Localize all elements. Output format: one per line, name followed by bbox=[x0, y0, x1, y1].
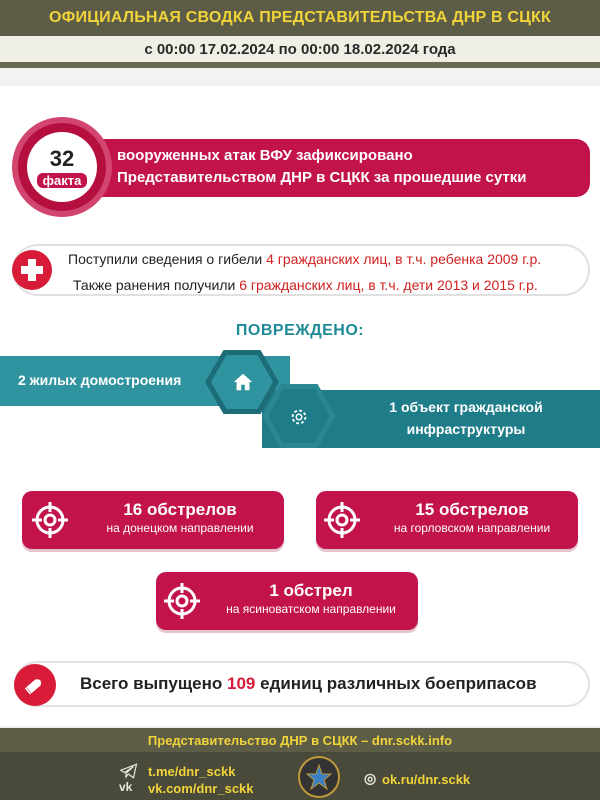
telegram-link[interactable]: t.me/dnr_sckk bbox=[148, 764, 236, 779]
report-period: с 00:00 17.02.2024 по 00:00 18.02.2024 года bbox=[144, 40, 456, 58]
shelling-gorlovka-text bbox=[372, 500, 572, 536]
attacks-description bbox=[117, 145, 577, 189]
deaths-prefix: Поступили сведения о гибели bbox=[68, 251, 267, 267]
house-icon bbox=[232, 371, 254, 393]
total-suffix: единиц различных боеприпасов bbox=[255, 674, 537, 693]
emblem-star-icon bbox=[304, 762, 334, 792]
attacks-line-1: вооруженных атак ВФУ зафиксировано bbox=[117, 147, 413, 164]
footer-banner-text: Представительство ДНР в СЦКК – dnr.sckk.info bbox=[147, 732, 453, 748]
damaged-title: ПОВРЕЖДЕНО: bbox=[235, 322, 365, 339]
total-value: 109 bbox=[227, 674, 256, 693]
gear-icon bbox=[288, 406, 310, 428]
bullet-icon bbox=[21, 671, 49, 699]
period-bar bbox=[0, 36, 600, 68]
infrastructure-line-2: инфраструктуры bbox=[406, 421, 526, 437]
attacks-count-unit: факта bbox=[37, 173, 88, 188]
attacks-count-circle bbox=[27, 132, 97, 202]
shelling-donetsk-text bbox=[80, 500, 280, 536]
attacks-count: 32 bbox=[49, 145, 75, 171]
total-prefix: Всего выпущено bbox=[80, 674, 228, 693]
shelling-count: 1 обстрел bbox=[269, 581, 353, 600]
target-icon bbox=[162, 581, 202, 621]
damaged-homes-label: 2 жилых домостроения bbox=[18, 372, 182, 388]
medical-cross-horizontal bbox=[21, 266, 43, 274]
telegram-icon bbox=[120, 763, 138, 779]
ok-link[interactable]: ok.ru/dnr.sckk bbox=[382, 772, 471, 787]
casualties-injuries bbox=[68, 272, 588, 298]
vk-icon: vk bbox=[119, 780, 133, 794]
infrastructure-line-1: 1 объект гражданской bbox=[389, 399, 543, 415]
target-icon bbox=[30, 500, 70, 540]
shelling-yasinovataya-text bbox=[208, 581, 414, 617]
ok-icon: ◎ bbox=[364, 770, 377, 786]
header-title-bar bbox=[0, 0, 600, 36]
page-title: ОФИЦИАЛЬНАЯ СВОДКА ПРЕДСТАВИТЕЛЬСТВА ДНР В СЦКК bbox=[49, 9, 551, 26]
target-icon bbox=[322, 500, 362, 540]
deaths-highlight: 4 гражданских лиц, в т.ч. ребенка 2009 г.р. bbox=[266, 251, 542, 267]
total-ammo-text bbox=[80, 674, 537, 694]
shelling-direction: на горловском направлении bbox=[393, 521, 551, 535]
injuries-prefix: Также ранения получили bbox=[73, 277, 240, 293]
attacks-line-2: Представительством ДНР в СЦКК за прошедшие сутки bbox=[117, 169, 527, 186]
vk-link[interactable]: vk.com/dnr_sckk bbox=[148, 781, 254, 796]
casualties-deaths bbox=[68, 246, 588, 272]
footer-banner bbox=[0, 728, 600, 752]
shelling-count: 15 обстрелов bbox=[415, 500, 529, 519]
damaged-infrastructure-label bbox=[350, 396, 582, 440]
shelling-direction: на ясиноватском направлении bbox=[226, 602, 396, 616]
casualties-text bbox=[68, 246, 588, 298]
shelling-count: 16 обстрелов bbox=[123, 500, 237, 519]
injuries-highlight: 6 гражданских лиц, в т.ч. дети 2013 и 2015 г.р. bbox=[239, 277, 538, 293]
shelling-direction: на донецком направлении bbox=[106, 521, 254, 535]
